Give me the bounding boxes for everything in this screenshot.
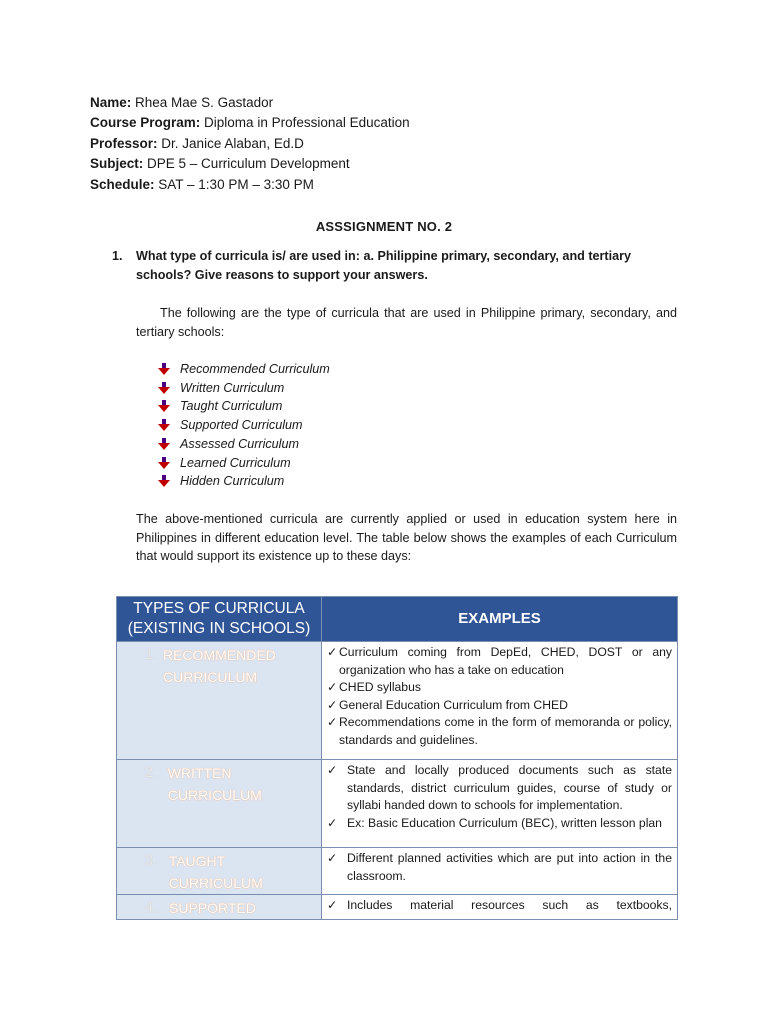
curriculum-name: TAUGHT CURRICULUM — [168, 853, 263, 891]
curriculum-type-cell — [117, 642, 322, 760]
examples-cell — [322, 848, 678, 895]
curriculum-name: WRITTEN CURRICULUM — [167, 765, 262, 803]
down-arrow-bullet-icon — [158, 457, 170, 469]
question-1 — [112, 247, 677, 285]
examples-cell — [322, 642, 678, 760]
info-subject: Subject: DPE 5 – Curriculum Development — [90, 156, 350, 172]
row-number: 3. — [145, 853, 158, 869]
example-item: ✓ Different planned activities which are put into action in the classroom. — [327, 850, 672, 885]
check-icon: ✓ — [327, 851, 338, 865]
header-examples: EXAMPLES — [322, 597, 678, 642]
down-arrow-bullet-icon — [158, 363, 170, 375]
list-item: Supported Curriculum — [156, 416, 330, 435]
down-arrow-bullet-icon — [158, 475, 170, 487]
table-row — [117, 760, 678, 848]
curricula-table — [116, 596, 678, 920]
list-item: Written Curriculum — [156, 379, 330, 398]
example-item: ✓ CHED syllabus — [327, 679, 672, 697]
down-arrow-bullet-icon — [158, 438, 170, 450]
down-arrow-bullet-icon — [158, 382, 170, 394]
curricula-list — [156, 360, 330, 491]
header-types-of-curricula: TYPES OF CURRICULA (EXISTING IN SCHOOLS) — [117, 597, 322, 642]
table-header-row — [117, 597, 678, 642]
curriculum-type-cell — [117, 848, 322, 895]
down-arrow-bullet-icon — [158, 419, 170, 431]
example-item: ✓ State and locally produced documents such as state standards, district curriculum guides, course of study or syllabi handed down to schools for implementation. — [327, 762, 672, 815]
info-name: Name: Rhea Mae S. Gastador — [90, 95, 274, 110]
curriculum-type-cell — [117, 760, 322, 848]
check-icon: ✓ — [327, 815, 338, 830]
check-icon: ✓ — [327, 645, 338, 659]
examples-cell — [322, 895, 678, 920]
down-arrow-bullet-icon — [158, 400, 170, 412]
curriculum-name: SUPPORTED — [169, 900, 256, 916]
example-item: ✓ Ex: Basic Education Curriculum (BEC), written lesson plan — [327, 815, 672, 833]
check-icon: ✓ — [327, 680, 338, 695]
curriculum-type-cell — [117, 895, 322, 920]
table-row — [117, 848, 678, 895]
check-icon: ✓ — [327, 898, 338, 912]
info-schedule: Schedule: SAT – 1:30 PM – 3:30 PM — [90, 176, 314, 192]
example-item: ✓ Includes material resources such as textbooks, — [327, 897, 672, 915]
examples-cell — [322, 760, 678, 848]
example-item: ✓ Curriculum coming from DepEd, CHED, DOST or any organization who has a take on education — [327, 644, 672, 679]
curriculum-name: RECOMMENDED CURRICULUM — [162, 647, 276, 685]
row-number: 4. — [145, 900, 158, 916]
table-row — [117, 895, 678, 920]
question-text: What type of curricula is/ are used in: a. Philippine primary, secondary, and tertiary schools? Give reasons to support your answers. — [136, 249, 632, 282]
question-number: 1. — [112, 249, 123, 263]
table-intro-paragraph: The above-mentioned curricula are currently applied or used in education system here in Philippines in different education level. The table below shows the examples of each Curriculum that would support its existence up to these days: — [136, 512, 677, 564]
check-icon: ✓ — [327, 697, 338, 712]
row-number: 2. — [145, 765, 158, 781]
info-professor: Professor: Dr. Janice Alaban, Ed.D — [90, 135, 304, 151]
example-item: ✓ Recommendations come in the form of memoranda or policy, standards and guidelines. — [327, 714, 672, 749]
list-item: Taught Curriculum — [156, 397, 330, 416]
check-icon: ✓ — [327, 715, 338, 730]
list-item: Learned Curriculum — [156, 454, 330, 473]
row-number: 1. — [145, 647, 158, 663]
list-item: Hidden Curriculum — [156, 472, 330, 491]
intro-paragraph: The following are the type of curricula that are used in Philippine primary, secondary, and tertiary schools: — [136, 306, 677, 339]
check-icon: ✓ — [327, 763, 338, 777]
table-row — [117, 642, 678, 760]
student-info — [90, 93, 410, 195]
info-course: Course Program: Diploma in Professional Education — [90, 115, 410, 131]
example-item: ✓ General Education Curriculum from CHED — [327, 697, 672, 715]
assignment-title: ASSSIGNMENT NO. 2 — [315, 219, 453, 234]
list-item: Assessed Curriculum — [156, 435, 330, 454]
list-item: Recommended Curriculum — [156, 360, 330, 379]
